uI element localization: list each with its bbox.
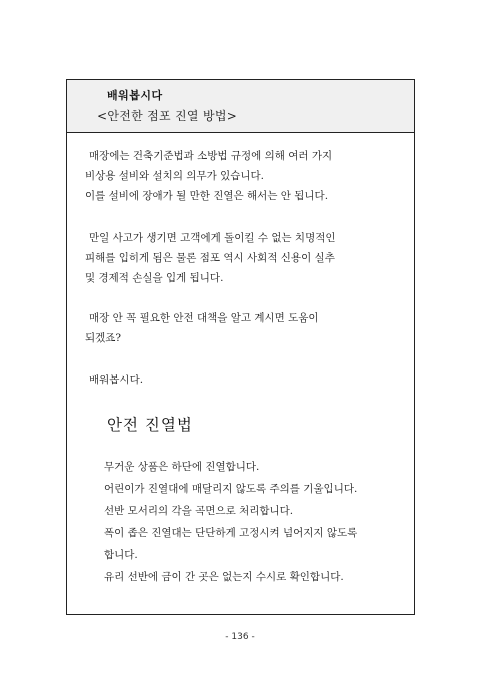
paragraph-2 (85, 228, 336, 288)
paragraph-1 (85, 146, 332, 206)
box-header (67, 80, 414, 133)
list-item: 선반 모서리의 각을 곡면으로 처리합니다. (104, 505, 294, 517)
learn-badge: 배워봅시다 (107, 89, 163, 102)
list-item: 무거운 상품은 하단에 진열합니다. (104, 461, 260, 473)
list-item: 합니다. (104, 549, 138, 561)
safety-list (104, 456, 357, 588)
content-box (66, 79, 415, 615)
page-number: - 136 - (225, 632, 255, 642)
text-line: 비상용 설비와 설치의 의무가 있습니다. (85, 170, 264, 182)
text-line: 되겠죠? (85, 332, 122, 344)
paragraph-3 (85, 308, 319, 348)
list-item: 폭이 좁은 진열대는 단단하게 고정시켜 넘어지지 않도록 (104, 527, 358, 539)
text-line: 매장에는 건축기준법과 소방법 규정에 의해 여러 가지 (89, 150, 333, 162)
box-title: <안전한 점포 진열 방법> (97, 109, 238, 123)
text-line: 피해를 입히게 됨은 물론 점포 역시 사회적 신용이 실추 (85, 252, 335, 264)
text-line: 및 경제적 손실을 입게 됩니다. (85, 272, 224, 284)
list-item: 유리 선반에 금이 간 곳은 없는지 수시로 확인합니다. (104, 571, 344, 583)
section-heading: 안전 진열법 (107, 416, 193, 434)
text-line: 만일 사고가 생기면 고객에게 돌이킬 수 없는 치명적인 (89, 232, 336, 244)
list-item: 어린이가 진열대에 매달리지 않도록 주의를 기울입니다. (104, 483, 358, 495)
text-line: 배워봅시다. (89, 374, 144, 386)
text-line: 이를 설비에 장애가 될 만한 진열은 해서는 안 됩니다. (85, 190, 329, 202)
text-line: 매장 안 꼭 필요한 안전 대책을 알고 계시면 도움이 (89, 312, 319, 324)
paragraph-4 (85, 370, 143, 390)
